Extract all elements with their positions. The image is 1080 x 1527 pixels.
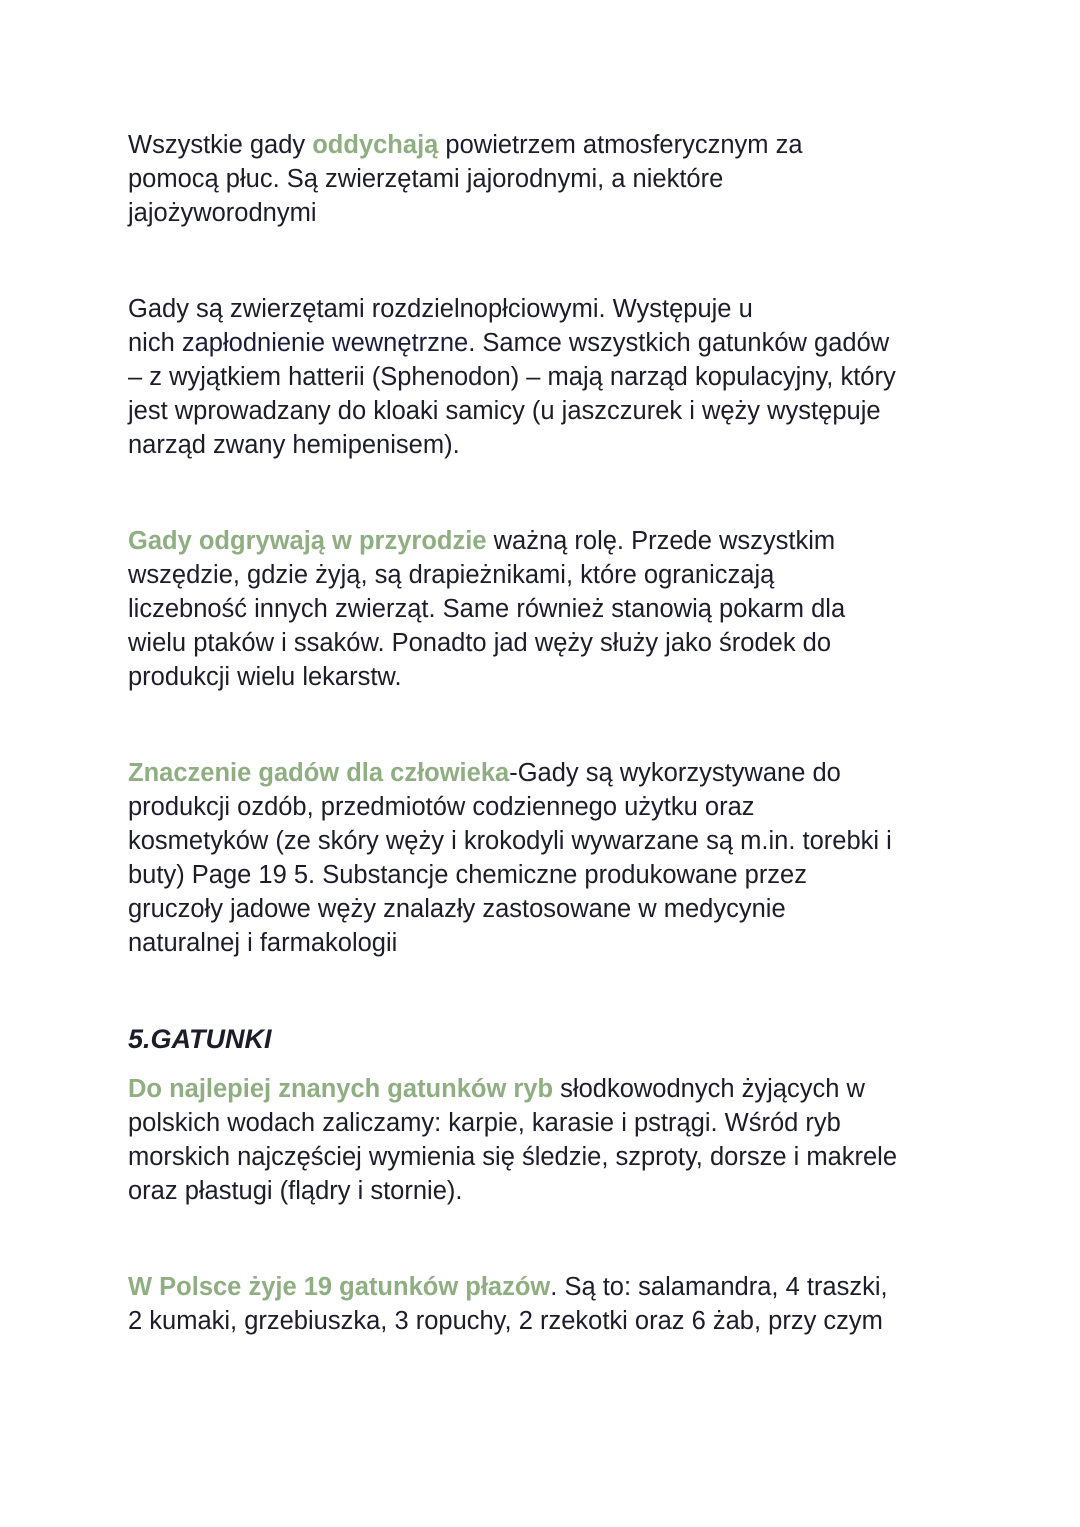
text-segment: 2 kumaki, grzebiuszka, 3 ropuchy, 2 rzekotki oraz 6 żab, przy czym — [128, 1307, 883, 1335]
text-line — [128, 926, 968, 960]
text-line — [128, 360, 968, 394]
highlighted-text: Znaczenie gadów dla człowieka — [128, 759, 510, 787]
text-segment: kosmetyków (ze skóry węży i krokodyli wywarzane są m.in. torebki i — [128, 827, 892, 855]
text-line — [128, 1304, 968, 1338]
text-line — [128, 858, 968, 892]
section-heading — [128, 1022, 968, 1056]
text-segment: buty) Page 19 5. Substancje chemiczne produkowane przez — [128, 861, 807, 889]
text-segment: zapłodnienie wewnętrzne — [181, 329, 469, 357]
text-line — [128, 660, 968, 694]
text-line — [128, 756, 968, 790]
text-segment: polskich wodach zaliczamy: karpie, karasie i pstrągi. Wśród ryb — [128, 1109, 841, 1137]
highlighted-text: W Polsce żyje 19 gatunków płazów — [128, 1273, 551, 1301]
text-line — [128, 1022, 968, 1056]
text-line — [128, 626, 968, 660]
text-segment: liczebność innych zwierząt. Same również stanowią pokarm dla — [128, 595, 846, 623]
paragraph — [128, 292, 968, 462]
text-line — [128, 892, 968, 926]
text-line — [128, 326, 968, 360]
highlighted-text: Gady odgrywają w przyrodzie — [128, 527, 487, 555]
text-line — [128, 162, 968, 196]
text-segment: -Gady są wykorzystywane do — [509, 759, 841, 787]
text-segment: oraz płastugi (flądry i stornie). — [128, 1177, 463, 1205]
paragraph — [128, 524, 968, 694]
text-segment: ważną rolę. Przede wszystkim — [486, 527, 836, 555]
text-line — [128, 292, 968, 326]
text-line — [128, 790, 968, 824]
text-line — [128, 1140, 968, 1174]
text-segment: wielu ptaków i ssaków. Ponadto jad węży służy jako środek do — [128, 629, 832, 657]
paragraph — [128, 128, 968, 230]
text-segment: jest wprowadzany do kloaki samicy (u jaszczurek i węży występuje — [128, 397, 881, 425]
text-line — [128, 196, 968, 230]
paragraph — [128, 1270, 968, 1338]
document-page — [128, 128, 968, 1400]
text-line — [128, 394, 968, 428]
highlighted-text: oddychają — [312, 131, 439, 159]
text-line — [128, 592, 968, 626]
text-line — [128, 128, 968, 162]
text-line — [128, 558, 968, 592]
text-segment: 5.GATUNKI — [128, 1024, 272, 1054]
text-segment: Gady są zwierzętami rozdzielnopłciowymi. Występuje u — [128, 295, 753, 323]
text-segment: powietrzem atmosferycznym za — [438, 131, 803, 159]
text-line — [128, 1174, 968, 1208]
text-segment: – z wyjątkiem hatterii (Sphenodon) – mają narząd kopulacyjny, który — [128, 363, 896, 391]
text-line — [128, 524, 968, 558]
paragraph — [128, 1072, 968, 1208]
text-segment: narząd zwany hemipenisem). — [128, 431, 460, 459]
text-segment: wszędzie, gdzie żyją, są drapieżnikami, które ograniczają — [128, 561, 775, 589]
text-segment: naturalnej i farmakologii — [128, 929, 398, 957]
text-segment: pomocą płuc. Są zwierzętami jajorodnymi, a niektóre — [128, 165, 724, 193]
text-segment: . Są to: salamandra, 4 traszki, — [550, 1273, 888, 1301]
text-line — [128, 428, 968, 462]
text-line — [128, 1106, 968, 1140]
text-segment: gruczoły jadowe węży znalazły zastosowane w medycynie — [128, 895, 786, 923]
text-segment: słodkowodnych żyjących w — [553, 1075, 865, 1103]
text-line — [128, 824, 968, 858]
highlighted-text: Do najlepiej znanych gatunków ryb — [128, 1075, 554, 1103]
text-segment: morskich najczęściej wymienia się śledzie, szproty, dorsze i makrele — [128, 1143, 898, 1171]
text-segment: jajożyworodnymi — [128, 199, 317, 227]
text-segment: nich — [128, 329, 182, 357]
text-line — [128, 1072, 968, 1106]
text-line — [128, 1270, 968, 1304]
text-segment: Wszystkie gady — [128, 131, 313, 159]
text-segment: produkcji wielu lekarstw. — [128, 663, 402, 691]
text-segment: . Samce wszystkich gatunków gadów — [468, 329, 890, 357]
paragraph — [128, 756, 968, 960]
text-segment: produkcji ozdób, przedmiotów codziennego użytku oraz — [128, 793, 755, 821]
